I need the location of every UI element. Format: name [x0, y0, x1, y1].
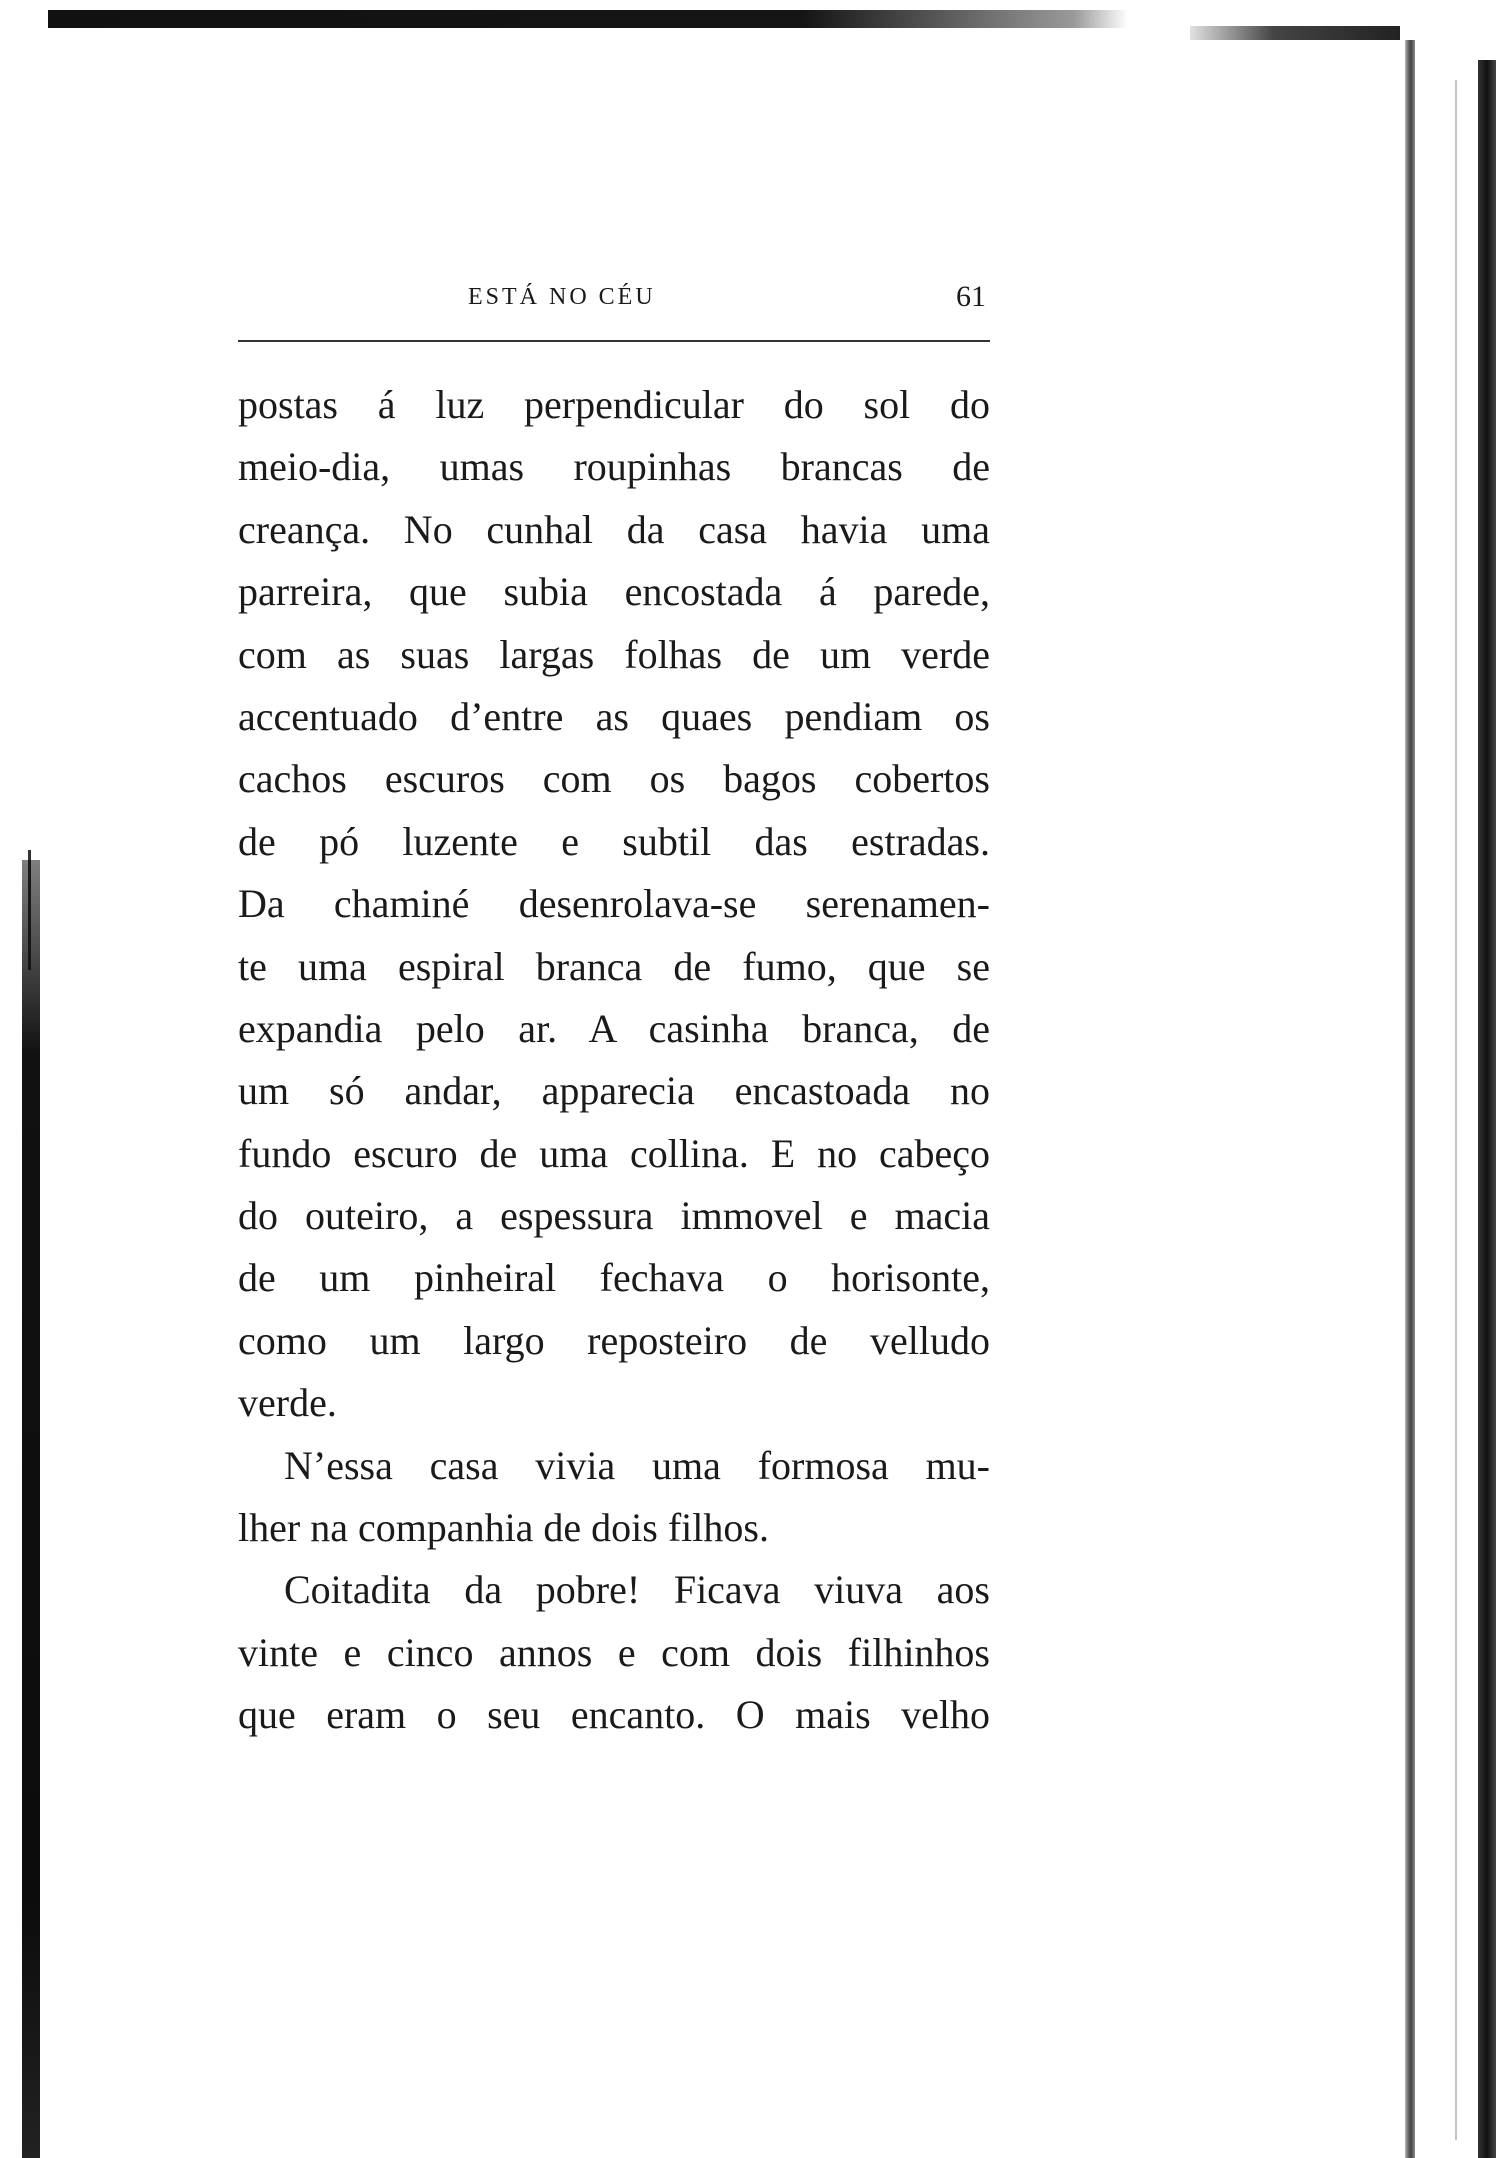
paragraph: [238, 1435, 990, 1560]
text-line: te uma espiral branca de fumo, que se: [238, 943, 990, 989]
text-line: parreira, que subia encostada á parede,: [238, 569, 990, 615]
paragraph: [238, 1559, 990, 1746]
body-text: [238, 374, 990, 1747]
text-line: que eram o seu encanto. O mais velho: [238, 1692, 990, 1738]
text-line: de um pinheiral fechava o horisonte,: [238, 1255, 990, 1301]
text-line: cachos escuros com os bagos cobertos: [238, 756, 990, 802]
header-rule: [238, 340, 990, 342]
running-title: ESTÁ NO CÉU: [468, 284, 656, 310]
text-line: com as suas largas folhas de um verde: [238, 631, 990, 677]
text-line: Coitadita da pobre! Ficava viuva aos: [284, 1567, 990, 1613]
running-head: [238, 280, 990, 324]
text-line: do outeiro, a espessura immovel e macia: [238, 1193, 990, 1239]
text-line: expandia pelo ar. A casinha branca, de: [238, 1005, 990, 1051]
text-line: vinte e cinco annos e com dois filhinhos: [238, 1629, 990, 1675]
text-line: lher na companhia de dois filhos.: [238, 1505, 769, 1551]
text-line: verde.: [238, 1380, 337, 1426]
text-line: meio-dia, umas roupinhas brancas de: [238, 444, 990, 490]
text-line: fundo escuro de uma collina. E no cabeço: [238, 1130, 990, 1176]
text-line: como um largo reposteiro de velludo: [238, 1317, 990, 1363]
paragraph: [238, 374, 990, 1435]
text-line: N’essa casa vivia uma formosa mu-: [284, 1442, 990, 1488]
text-line: um só andar, apparecia encastoada no: [238, 1068, 990, 1114]
text-line: accentuado d’entre as quaes pendiam os: [238, 693, 990, 739]
text-line: postas á luz perpendicular do sol do: [238, 382, 990, 427]
page-number: 61: [956, 280, 986, 313]
text-line: de pó luzente e subtil das estradas.: [238, 818, 990, 864]
text-line: creança. No cunhal da casa havia uma: [238, 506, 990, 552]
text-line: Da chaminé desenrolava-se serenamen-: [238, 881, 990, 927]
